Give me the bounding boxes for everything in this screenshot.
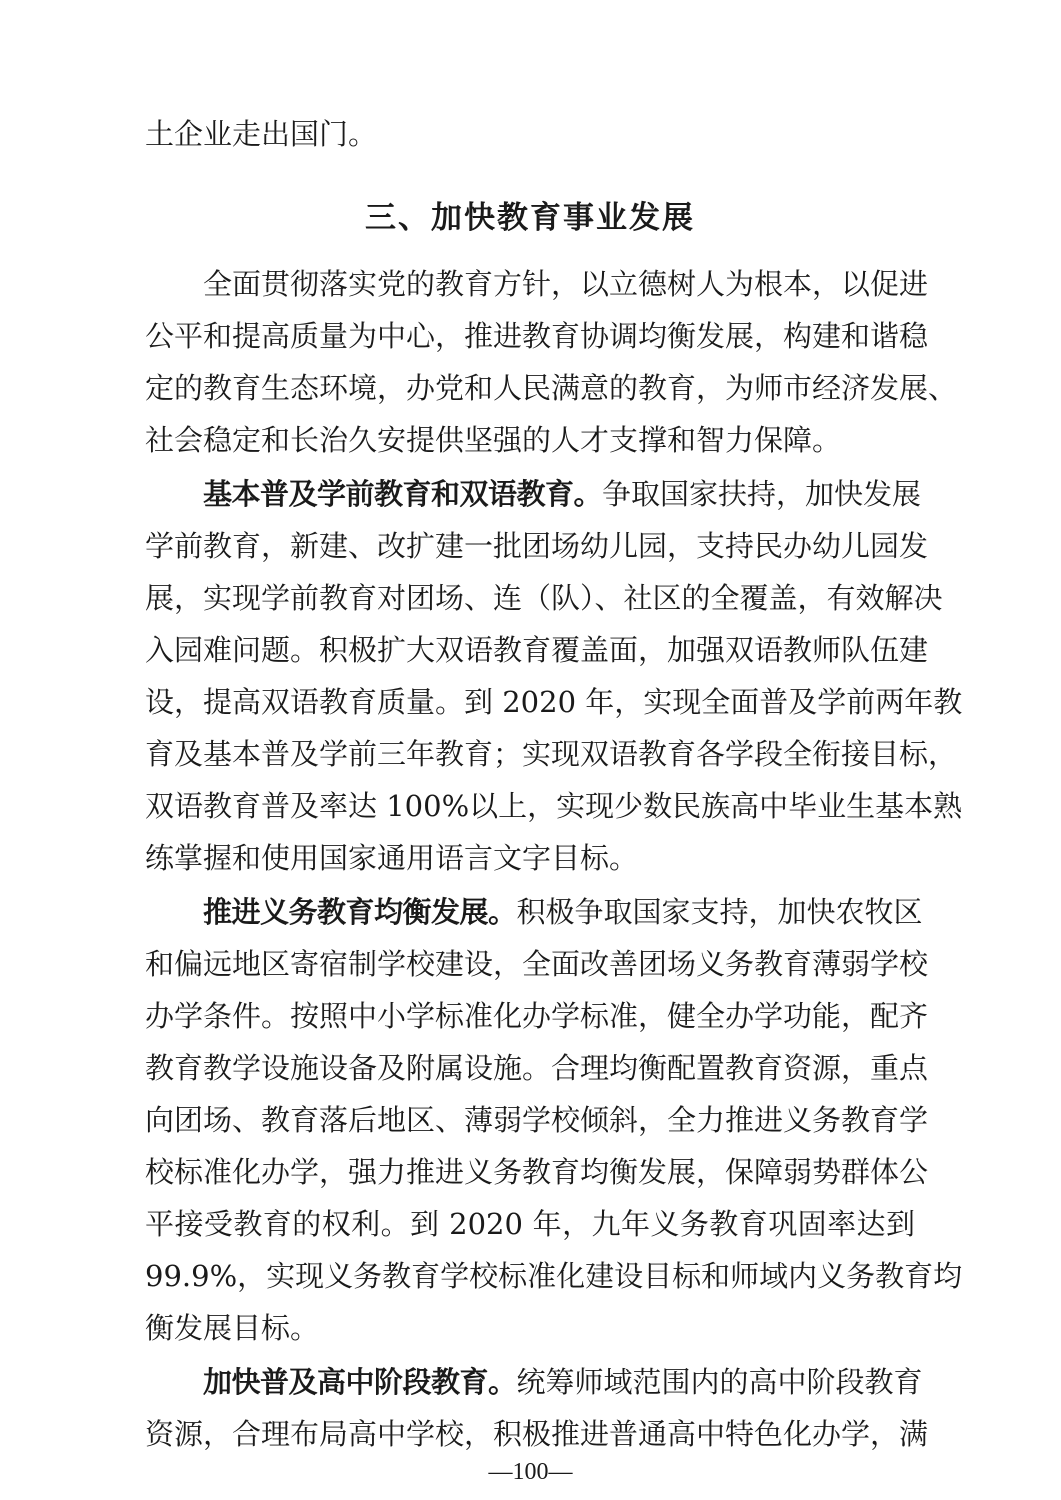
section-heading: 三、加快教育事业发展 [365, 200, 695, 236]
paragraph-line: 双语教育普及率达 100%以上，实现少数民族高中毕业生基本熟 [145, 789, 963, 823]
paragraph-text: 争取国家扶持，加快发展 [602, 477, 922, 511]
paragraph-line: 向团场、教育落后地区、薄弱学校倾斜，全力推进义务教育学 [145, 1103, 929, 1137]
paragraph-line: 全面贯彻落实党的教育方针，以立德树人为根本，以促进 [203, 267, 929, 301]
paragraph-line: 学前教育，新建、改扩建一批团场幼儿园，支持民办幼儿园发 [145, 529, 929, 563]
paragraph-line: 教育教学设施设备及附属设施。合理均衡配置教育资源，重点 [145, 1051, 929, 1085]
paragraph-line: 展，实现学前教育对团场、连（队）、社区的全覆盖，有效解决 [145, 581, 943, 615]
paragraph-policy-intro [145, 258, 958, 466]
paragraph-lead: 推进义务教育均衡发展。 [203, 895, 517, 929]
paragraph-line: 设，提高双语教育质量。到 2020 年，实现全面普及学前两年教 [145, 685, 963, 719]
paragraph-line: 校标准化办学，强力推进义务教育均衡发展，保障弱势群体公 [145, 1155, 929, 1189]
page-number: —100— [488, 1459, 573, 1485]
document-body [145, 108, 963, 1460]
paragraph-compulsory-education [145, 886, 963, 1354]
paragraph-line [145, 1356, 923, 1408]
paragraph-line: 资源，合理布局高中学校，积极推进普通高中特色化办学，满 [145, 1417, 929, 1451]
paragraph-line: 入园难问题。积极扩大双语教育覆盖面，加强双语教师队伍建 [145, 633, 929, 667]
paragraph-high-school [145, 1356, 929, 1460]
paragraph-line [145, 468, 922, 520]
paragraph-lead: 加快普及高中阶段教育。 [203, 1365, 517, 1399]
paragraph-preschool-bilingual [145, 468, 963, 884]
paragraph-line: 99.9%，实现义务教育学校标准化建设目标和师域内义务教育均 [145, 1259, 963, 1293]
paragraph-line: 公平和提高质量为中心，推进教育协调均衡发展，构建和谐稳 [145, 319, 929, 353]
paragraph-text: 积极争取国家支持，加快农牧区 [516, 895, 923, 929]
paragraph-line [145, 886, 923, 938]
paragraph-line: 平接受教育的权利。到 2020 年，九年义务教育巩固率达到 [145, 1207, 915, 1241]
paragraph-line: 育及基本普及学前三年教育；实现双语教育各学段全衔接目标， [145, 737, 958, 771]
paragraph-lead: 基本普及学前教育和双语教育。 [203, 477, 603, 511]
paragraph-line: 社会稳定和长治久安提供坚强的人才支撑和智力保障。 [145, 423, 842, 457]
paragraph-line: 定的教育生态环境，办党和人民满意的教育，为师市经济发展、 [145, 371, 958, 405]
paragraph-line: 和偏远地区寄宿制学校建设，全面改善团场义务教育薄弱学校 [145, 947, 929, 981]
paragraph-line: 办学条件。按照中小学标准化办学标准，健全办学功能，配齐 [145, 999, 929, 1033]
carryover-line: 土企业走出国门。 [145, 117, 378, 151]
paragraph-line: 衡发展目标。 [145, 1311, 320, 1345]
paragraph-line: 练掌握和使用国家通用语言文字目标。 [145, 841, 639, 875]
paragraph-text: 统筹师域范围内的高中阶段教育 [516, 1365, 923, 1399]
